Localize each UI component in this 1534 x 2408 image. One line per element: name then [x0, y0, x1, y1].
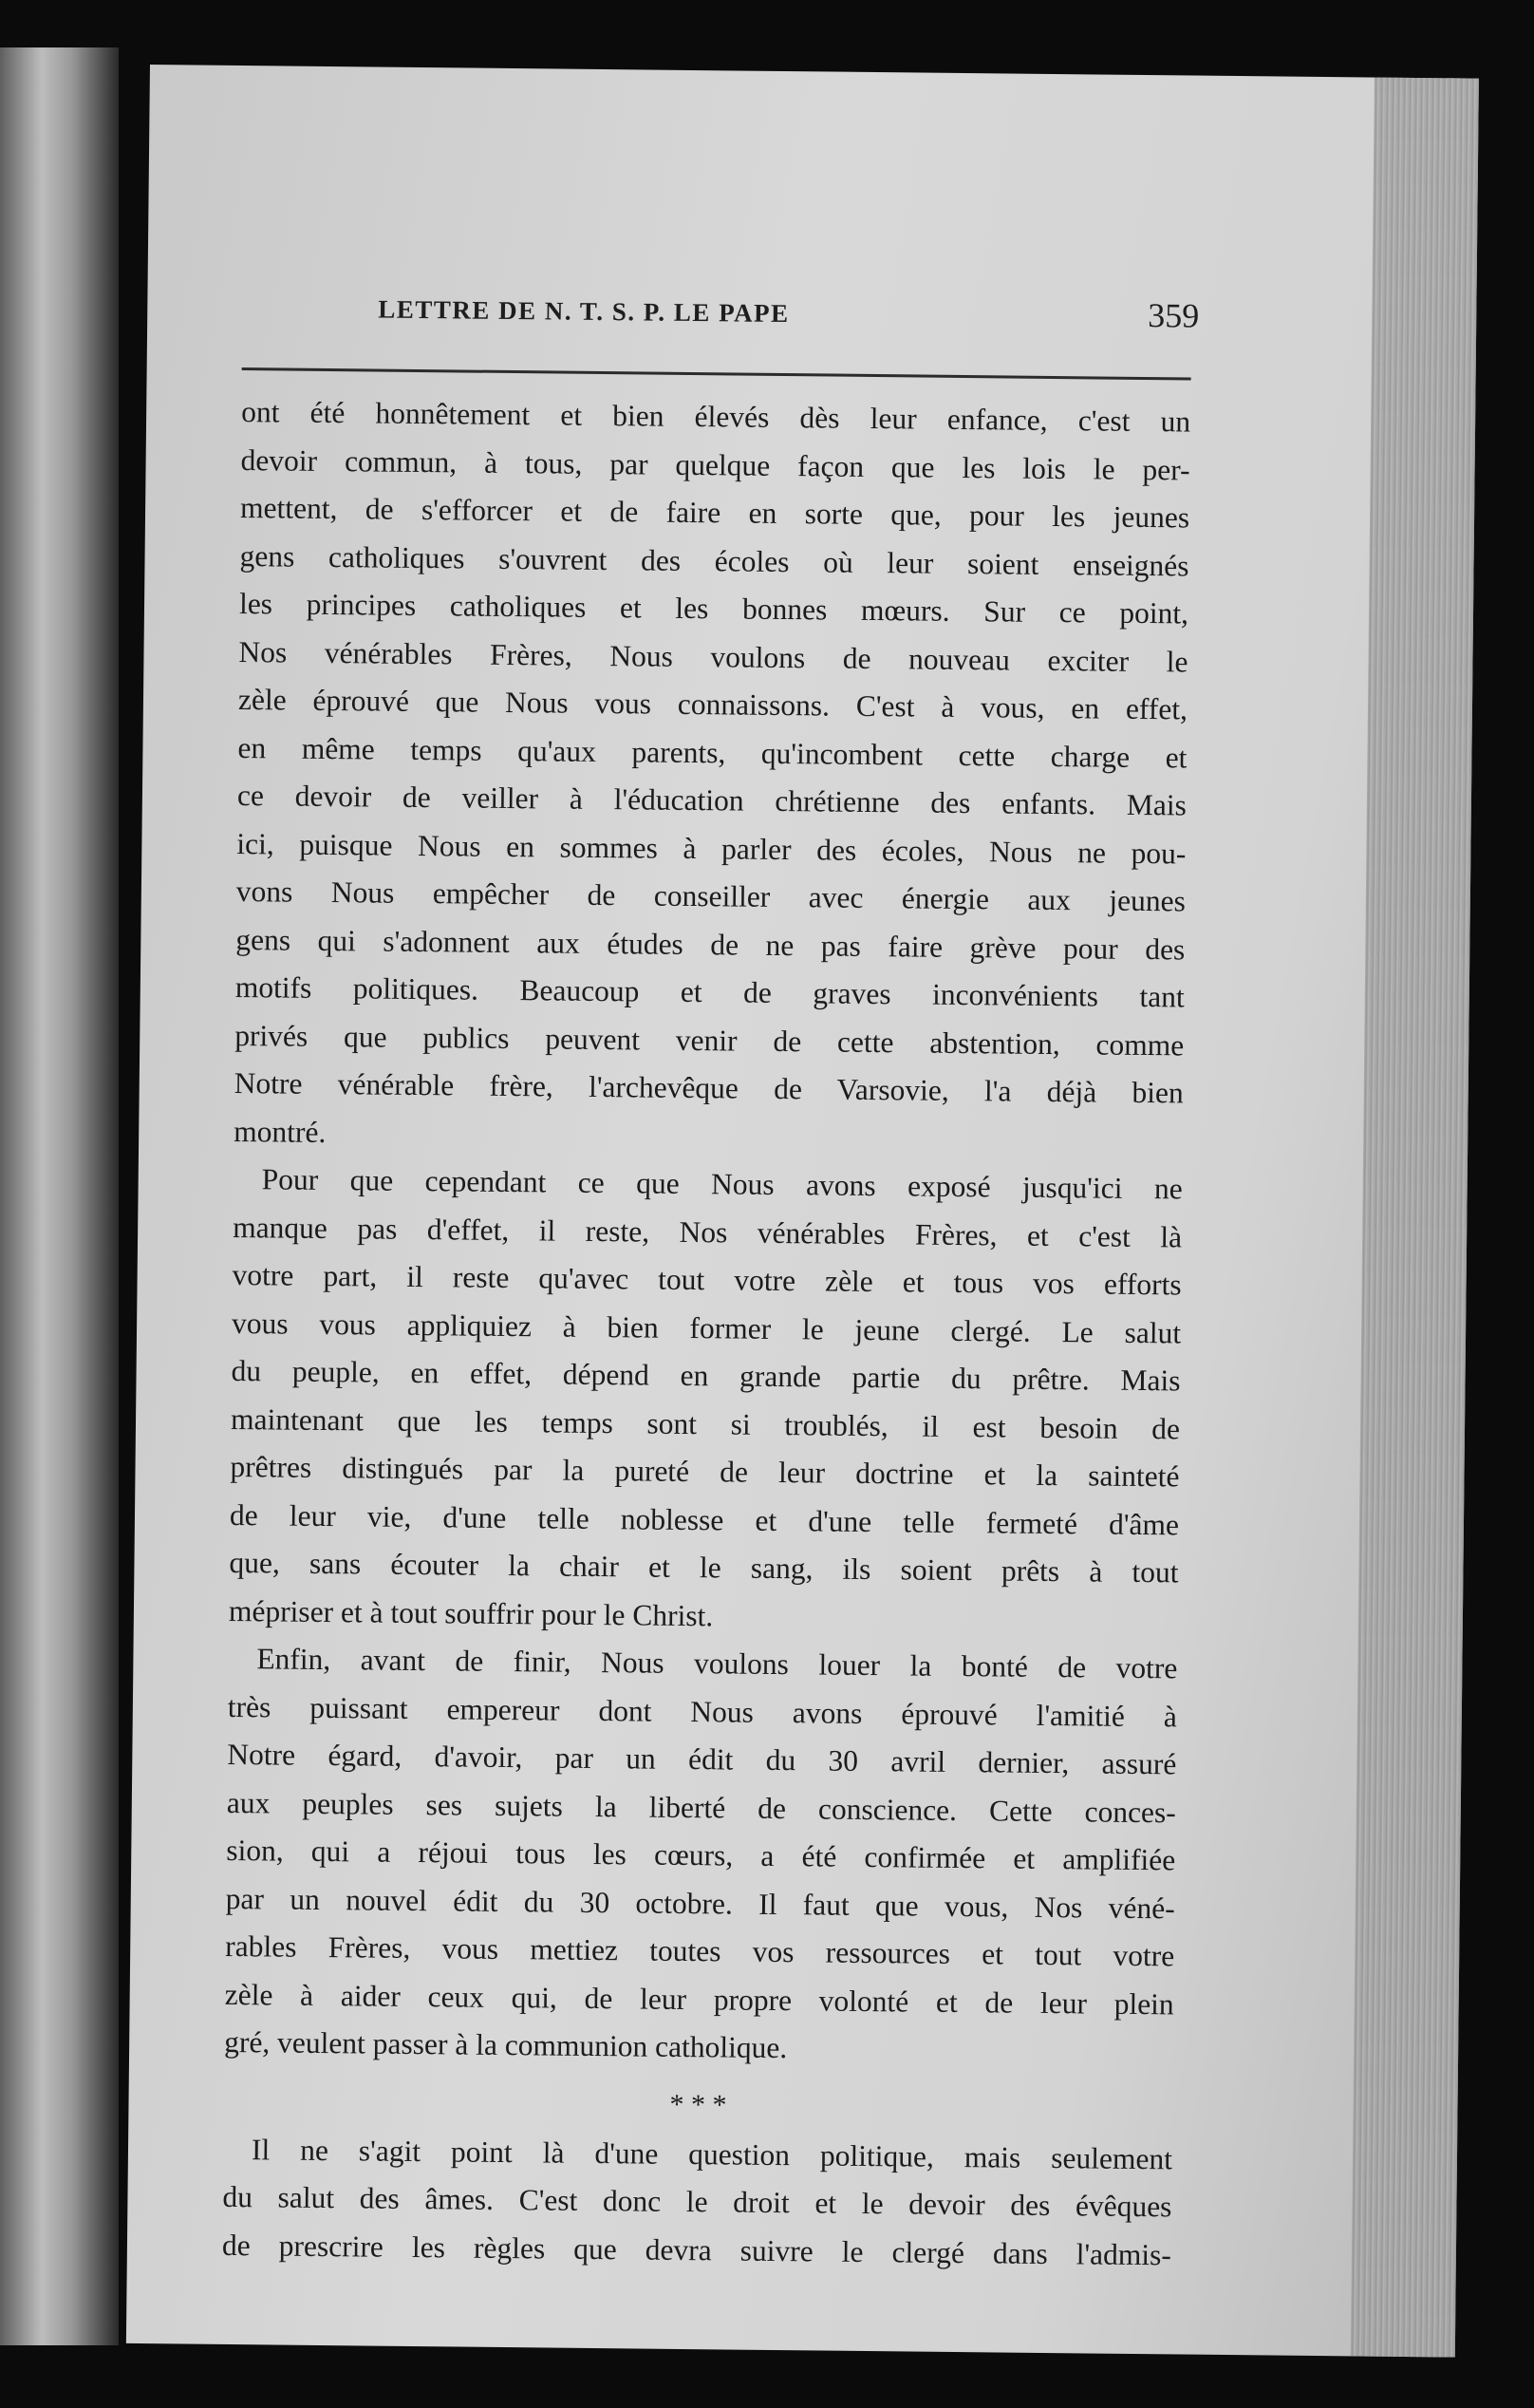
text-line: montré. [234, 1114, 327, 1149]
text-line: ce devoir de veiller à l'éducation chrétienne des enfants. Mais [236, 779, 1188, 822]
paragraph-3 [224, 1635, 1178, 2077]
text-line: Il ne s'agit point là d'une question politique, mais seulement [251, 2132, 1173, 2175]
section-separator: * * * [669, 2088, 727, 2120]
text-line: Nos vénérables Frères, Nous voulons de nouveau exciter le [238, 634, 1188, 678]
text-line: Notre vénérable frère, l'archevêque de Varsovie, l'a déjà bien [234, 1065, 1184, 1110]
text-line: du peuple, en effet, dépend en grande partie du prêtre. Mais [231, 1353, 1181, 1398]
text-line: zèle à aider ceux qui, de leur propre volonté et de leur plein [224, 1977, 1174, 2021]
text-line: très puissant empereur dont Nous avons éprouvé l'amitié à [227, 1689, 1178, 1733]
text-line: ici, puisque Nous en sommes à parler des écoles, Nous ne pou- [236, 826, 1187, 870]
text-line: Notre égard, d'avoir, par un édit du 30 avril dernier, assuré [227, 1737, 1177, 1781]
text-line: motifs politiques. Beaucoup et de graves inconvénients tant [234, 969, 1185, 1014]
text-line: votre part, il reste qu'avec tout votre zèle et tous vos efforts [232, 1257, 1182, 1302]
text-line: gens catholiques s'ouvrent des écoles où leur soient enseignés [239, 538, 1189, 582]
running-title: LETTRE DE N. T. S. P. LE PAPE [378, 294, 790, 329]
text-line: de leur vie, d'une telle noblesse et d'une telle fermeté d'âme [229, 1497, 1180, 1541]
body-text [222, 388, 1191, 2279]
text-line: vons Nous empêcher de conseiller avec énergie aux jeunes [235, 875, 1187, 918]
text-line: manque pas d'effet, il reste, Nos vénérables Frères, et c'est là [233, 1210, 1183, 1253]
running-head [231, 293, 1200, 335]
text-line: que, sans écouter la chair et le sang, ils soient prêts à tout [229, 1545, 1179, 1590]
text-line: en même temps qu'aux parents, qu'incombent cette charge et [237, 730, 1188, 774]
text-line: de prescrire les règles que devra suivre le clergé dans l'admis- [221, 2228, 1172, 2271]
text-line: devoir commun, à tous, par quelque façon que les lois le per- [240, 442, 1190, 486]
text-line: mettent, de s'efforcer et de faire en sorte que, pour les jeunes [239, 491, 1190, 535]
paragraph-1 [234, 388, 1190, 1165]
text-line: Enfin, avant de finir, Nous voulons louer la bonté de votre [256, 1642, 1178, 1685]
page-stack-edge [1351, 78, 1479, 2358]
text-line: du salut des âmes. C'est donc le droit et le devoir des évêques [222, 2179, 1172, 2224]
text-line: les principes catholiques et les bonnes mœurs. Sur ce point, [238, 587, 1189, 630]
text-line: rables Frères, vous mettiez toutes vos ressources et tout votre [225, 1928, 1175, 1973]
text-line: sion, qui a réjoui tous les cœurs, a été confirmée et amplifiée [226, 1833, 1176, 1877]
left-page-edge [0, 47, 119, 2345]
page-number: 359 [1148, 296, 1200, 335]
header-rule [242, 367, 1191, 380]
text-line: maintenant que les temps sont si troublés, il est besoin de [230, 1402, 1181, 1445]
text-line: aux peuples ses sujets la liberté de conscience. Cette conces- [226, 1785, 1176, 1829]
text-line: gens qui s'adonnent aux études de ne pas faire grève pour des [235, 922, 1186, 966]
text-line: mépriser et à tout souffrir pour le Christ. [228, 1593, 714, 1632]
text-line: privés que publics peuvent venir de cette abstention, comme [234, 1018, 1185, 1062]
text-line: par un nouvel édit du 30 octobre. Il faut que vous, Nos véné- [225, 1881, 1175, 1925]
text-line: vous vous appliquiez à bien former le jeune clergé. Le salut [231, 1306, 1182, 1349]
text-line: gré, veulent passer à la communion catholique. [224, 2024, 788, 2065]
text-line: zèle éprouvé que Nous vous connaissons. C'est à vous, en effet, [237, 683, 1188, 726]
text-line: Pour que cependant ce que Nous avons exposé jusqu'ici ne [261, 1162, 1183, 1206]
text-line: prêtres distingués par la pureté de leur doctrine et la sainteté [230, 1449, 1180, 1494]
paragraph-2 [229, 1156, 1183, 1645]
book-page [126, 65, 1479, 2358]
closing-paragraph [222, 2125, 1173, 2279]
text-line: ont été honnêtement et bien élevés dès leur enfance, c'est un [240, 395, 1191, 439]
